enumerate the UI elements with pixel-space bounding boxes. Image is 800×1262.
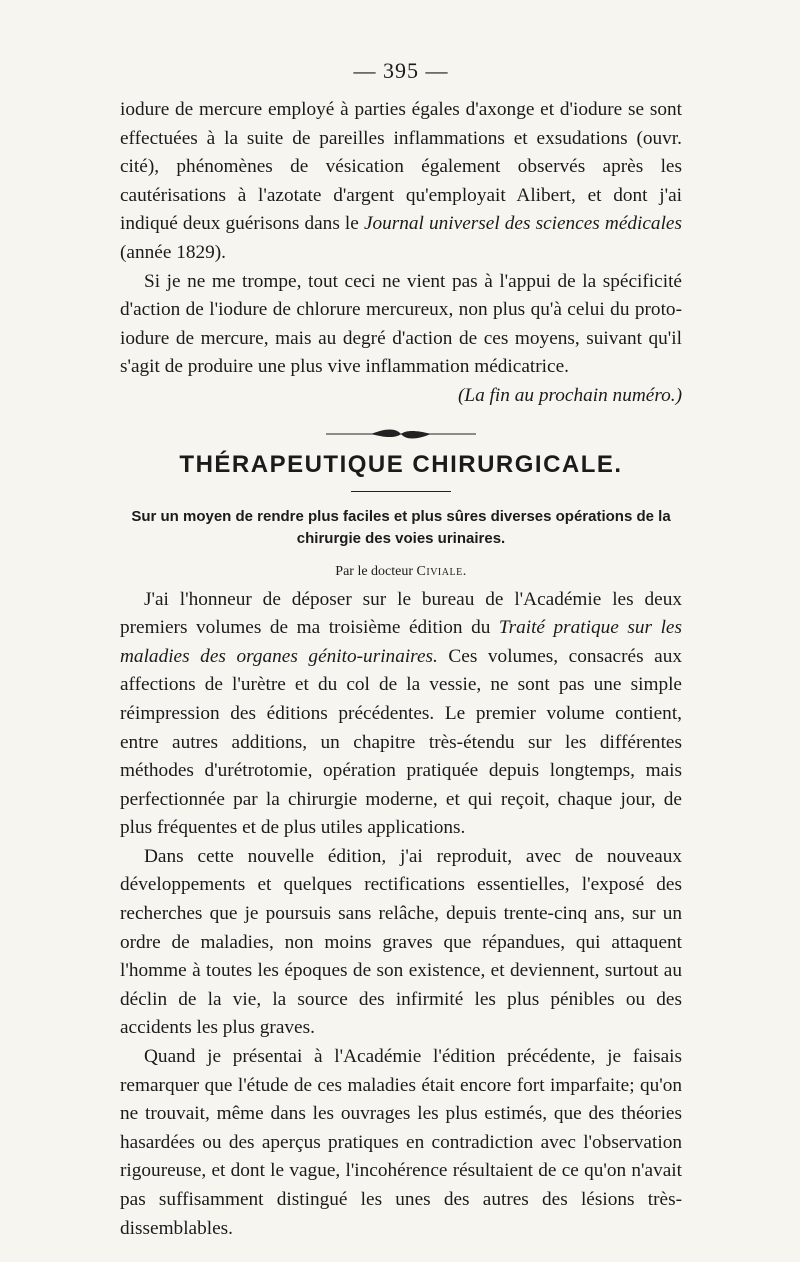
article-paragraph-3: Quand je présentai à l'Académie l'édition précédente, je faisais remarquer que l'étude de ces maladies était encore fort imparfaite; qu'on ne trouvait, même dans les ouvrages les plus estimés, que des théories hasardées ou des aperçus pratiques en contradiction avec l'observation rigoureuse, et dont le vague, l'incohérence résultaient de ce qu'on n'avait pas suffisamment distingué les unes des autres des lésions très-dissemblables. [120,1046,682,1239]
author-name: Civiale. [416,563,467,579]
paragraph-text: Ces volumes, consacrés aux affections de l'urètre et du col de la vessie, ne sont pas une simple réimpression des éditions précédentes. Le premier volume contient, entre autres additions, un chapitre très-étendu sur les différentes méthodes d'urétrotomie, opération pratiquée depuis longtemps, mais perfectionnée par la chirurgie moderne, et qui reçoit, chaque jour, de plus fréquentes et de plus utiles applications. [120,645,682,839]
paragraph-text: J'ai l'honneur de déposer sur le bureau de l'Académie les deux premiers volumes de ma troisième édition du [120,588,682,639]
section-title: THÉRAPEUTIQUE CHIRURGICALE. [179,450,623,478]
page-number: — 395 — [353,58,449,83]
book-page [120,58,682,1243]
ornament-divider-icon [326,427,476,441]
paragraph-text: iodure de mercure employé à parties égales d'axonge et d'iodure se sont effectuées à la suite de pareilles inflammations et exsudations (ouvr. cité), phénomènes de vésication également observés après les cautérisations à l'azotate d'argent qu'employait Alibert, et dont j'ai indiqué deux guérisons dans le [120,99,682,235]
journal-title: Journal universel des sciences médicales [363,213,682,235]
article-paragraph-1 [120,586,682,843]
previous-article-paragraph-2: Si je ne me trompe, tout ceci ne vient pas à l'appui de la spécificité d'action de l'iodure de chlorure mercureux, non plus qu'à celui du proto-iodure de mercure, mais au degré d'action de ces moyens, suivant qu'il s'agit de produire une plus vive inflammation médicatrice. [120,270,682,378]
section-rule [351,491,451,492]
continuation-line [120,382,682,411]
byline [120,564,682,580]
byline-prefix: Par le docteur [335,563,414,579]
paragraph-text: (année 1829). [120,241,226,263]
article-title: Sur un moyen de rendre plus faciles et plus sûres diverses opérations de la chirurgie des voies urinaires. [131,507,671,547]
article-paragraph-2: Dans cette nouvelle édition, j'ai reproduit, avec de nouveaux développements et quelques rectifications essentielles, l'exposé des recherches que je poursuis sans relâche, depuis trente-cinq ans, sur un ordre de maladies, non moins graves que répandues, qui attaquent l'homme à toutes les époques de son existence, et deviennent, surtout au déclin de la vie, la source des infirmité les plus pénibles ou des accidents les plus graves. [120,845,682,1039]
previous-article-paragraph-1 [120,96,682,268]
book-title: Traité pratique sur les maladies des organes génito-urinaires. [120,617,682,667]
to-be-continued-note: (La fin au prochain numéro.) [457,384,682,406]
